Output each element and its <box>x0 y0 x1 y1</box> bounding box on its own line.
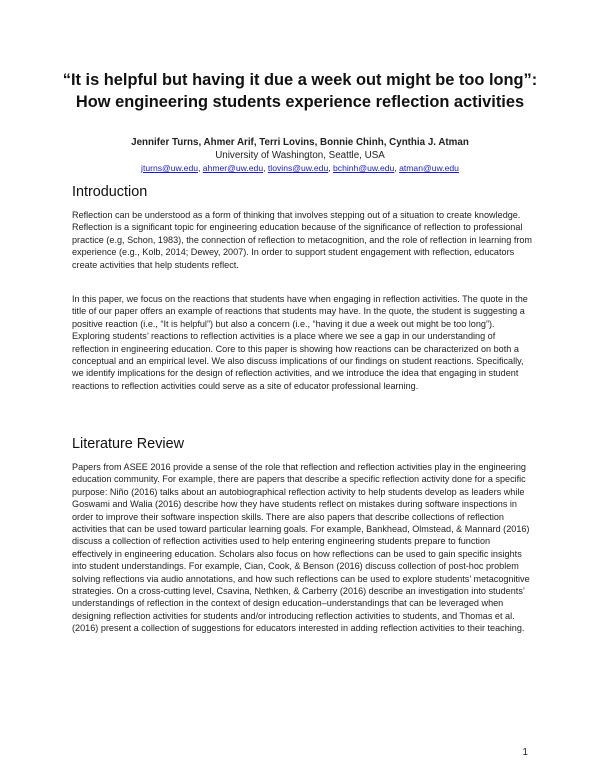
literature-paragraph-1: Papers from ASEE 2016 provide a sense of the role that reflection and reflection activities play in the engineering education community. For example, there are papers that describe a specific reflection activity done for a specific purpose: Niño (2016) talks about an autobiographical reflection activity to help students develop as leaders while Goswami and Walia (2016) describe how they have students reflect on mistakes during software inspections in order to improve their software inspection skills. There are also papers that describe collections of reflection activities that can be used toward particular learning goals. For example, Bankhead, Olmstead, & Mannard (2016) discuss a collection of reflection activities used to help entering engineering students prepare to function effectively in engineering education. Scholars also focus on how reflections can be used to gain specific insights into student understandings. For example, Cian, Cook, & Benson (2016) discuss collection of post-hoc problem solving reflections via audio annotations, and how such reflections can be used to explore students’ metacognitive strategies. On a cross-cutting level, Csavina, Nethken, & Carberry (2016) describe an investigation into students’ understandings of reflection in the context of design education–understandings that can be leveraged when designing reflection activities for students and/or introducing reflection activities to students, and Thomas et al. (2016) present a collection of suggestions for educators interested in adding reflection activities to their teaching. <box>72 462 530 634</box>
intro-paragraph-1: Reflection can be understood as a form of thinking that involves stepping out of a situation to create knowledge. Reflection is a significant topic for engineering education because of the significance of reflection to professional practice (e.g, Schon, 1983), the connection of reflection to metacognition, and the role of reflection in learning from experience (e.g., Kolb, 2014; Dewey, 2007). In order to support student engagement with reflection, educators create activities that help students reflect. <box>72 210 533 270</box>
section-heading-literature-review: Literature Review <box>72 436 184 452</box>
email-link[interactable]: bchinh@uw.edu <box>333 163 395 173</box>
title-line-1: “It is helpful but having it due a week out might be too long”: <box>62 71 538 89</box>
email-separator: , <box>198 163 201 173</box>
page-number: 1 <box>522 747 528 758</box>
author-list: Jennifer Turns, Ahmer Arif, Terri Lovins, Bonnie Chinh, Cynthia J. Atman <box>131 137 469 148</box>
affiliation: University of Washington, Seattle, USA <box>215 150 385 161</box>
section-heading-introduction: Introduction <box>72 184 148 200</box>
email-separator: , <box>263 163 266 173</box>
email-link[interactable]: ahmer@uw.edu <box>202 163 264 173</box>
email-link[interactable]: atman@uw.edu <box>399 163 459 173</box>
email-separator: , <box>328 163 331 173</box>
email-link[interactable]: tlovins@uw.edu <box>267 163 329 173</box>
email-link[interactable]: jturns@uw.edu <box>141 163 199 173</box>
email-separator: , <box>394 163 397 173</box>
intro-paragraph-2: In this paper, we focus on the reactions that students have when engaging in reflection activities. The quote in the title of our paper offers an example of reactions that students may have. In the quote, the student is suggesting a positive reaction (i.e., “It is helpful”) but also a concern (i.e., “having it due a week out might be too long”). Exploring students’ reactions to reflection activities is a place where we see a gap in our understanding of reflection in engineering education. Core to this paper is showing how reactions can be characterized on both a conceptual and an empirical level. We also discuss implications of our findings on student reactions. Specifically, we identify implications for the design of reflection activities, and we introduce the idea that engaging in student reactions to reflection activities could serve as a site of educator professional learning. <box>72 294 528 391</box>
email-list <box>40 162 560 174</box>
title-line-2: How engineering students experience reflection activities <box>75 93 525 111</box>
paper-title <box>40 69 560 113</box>
